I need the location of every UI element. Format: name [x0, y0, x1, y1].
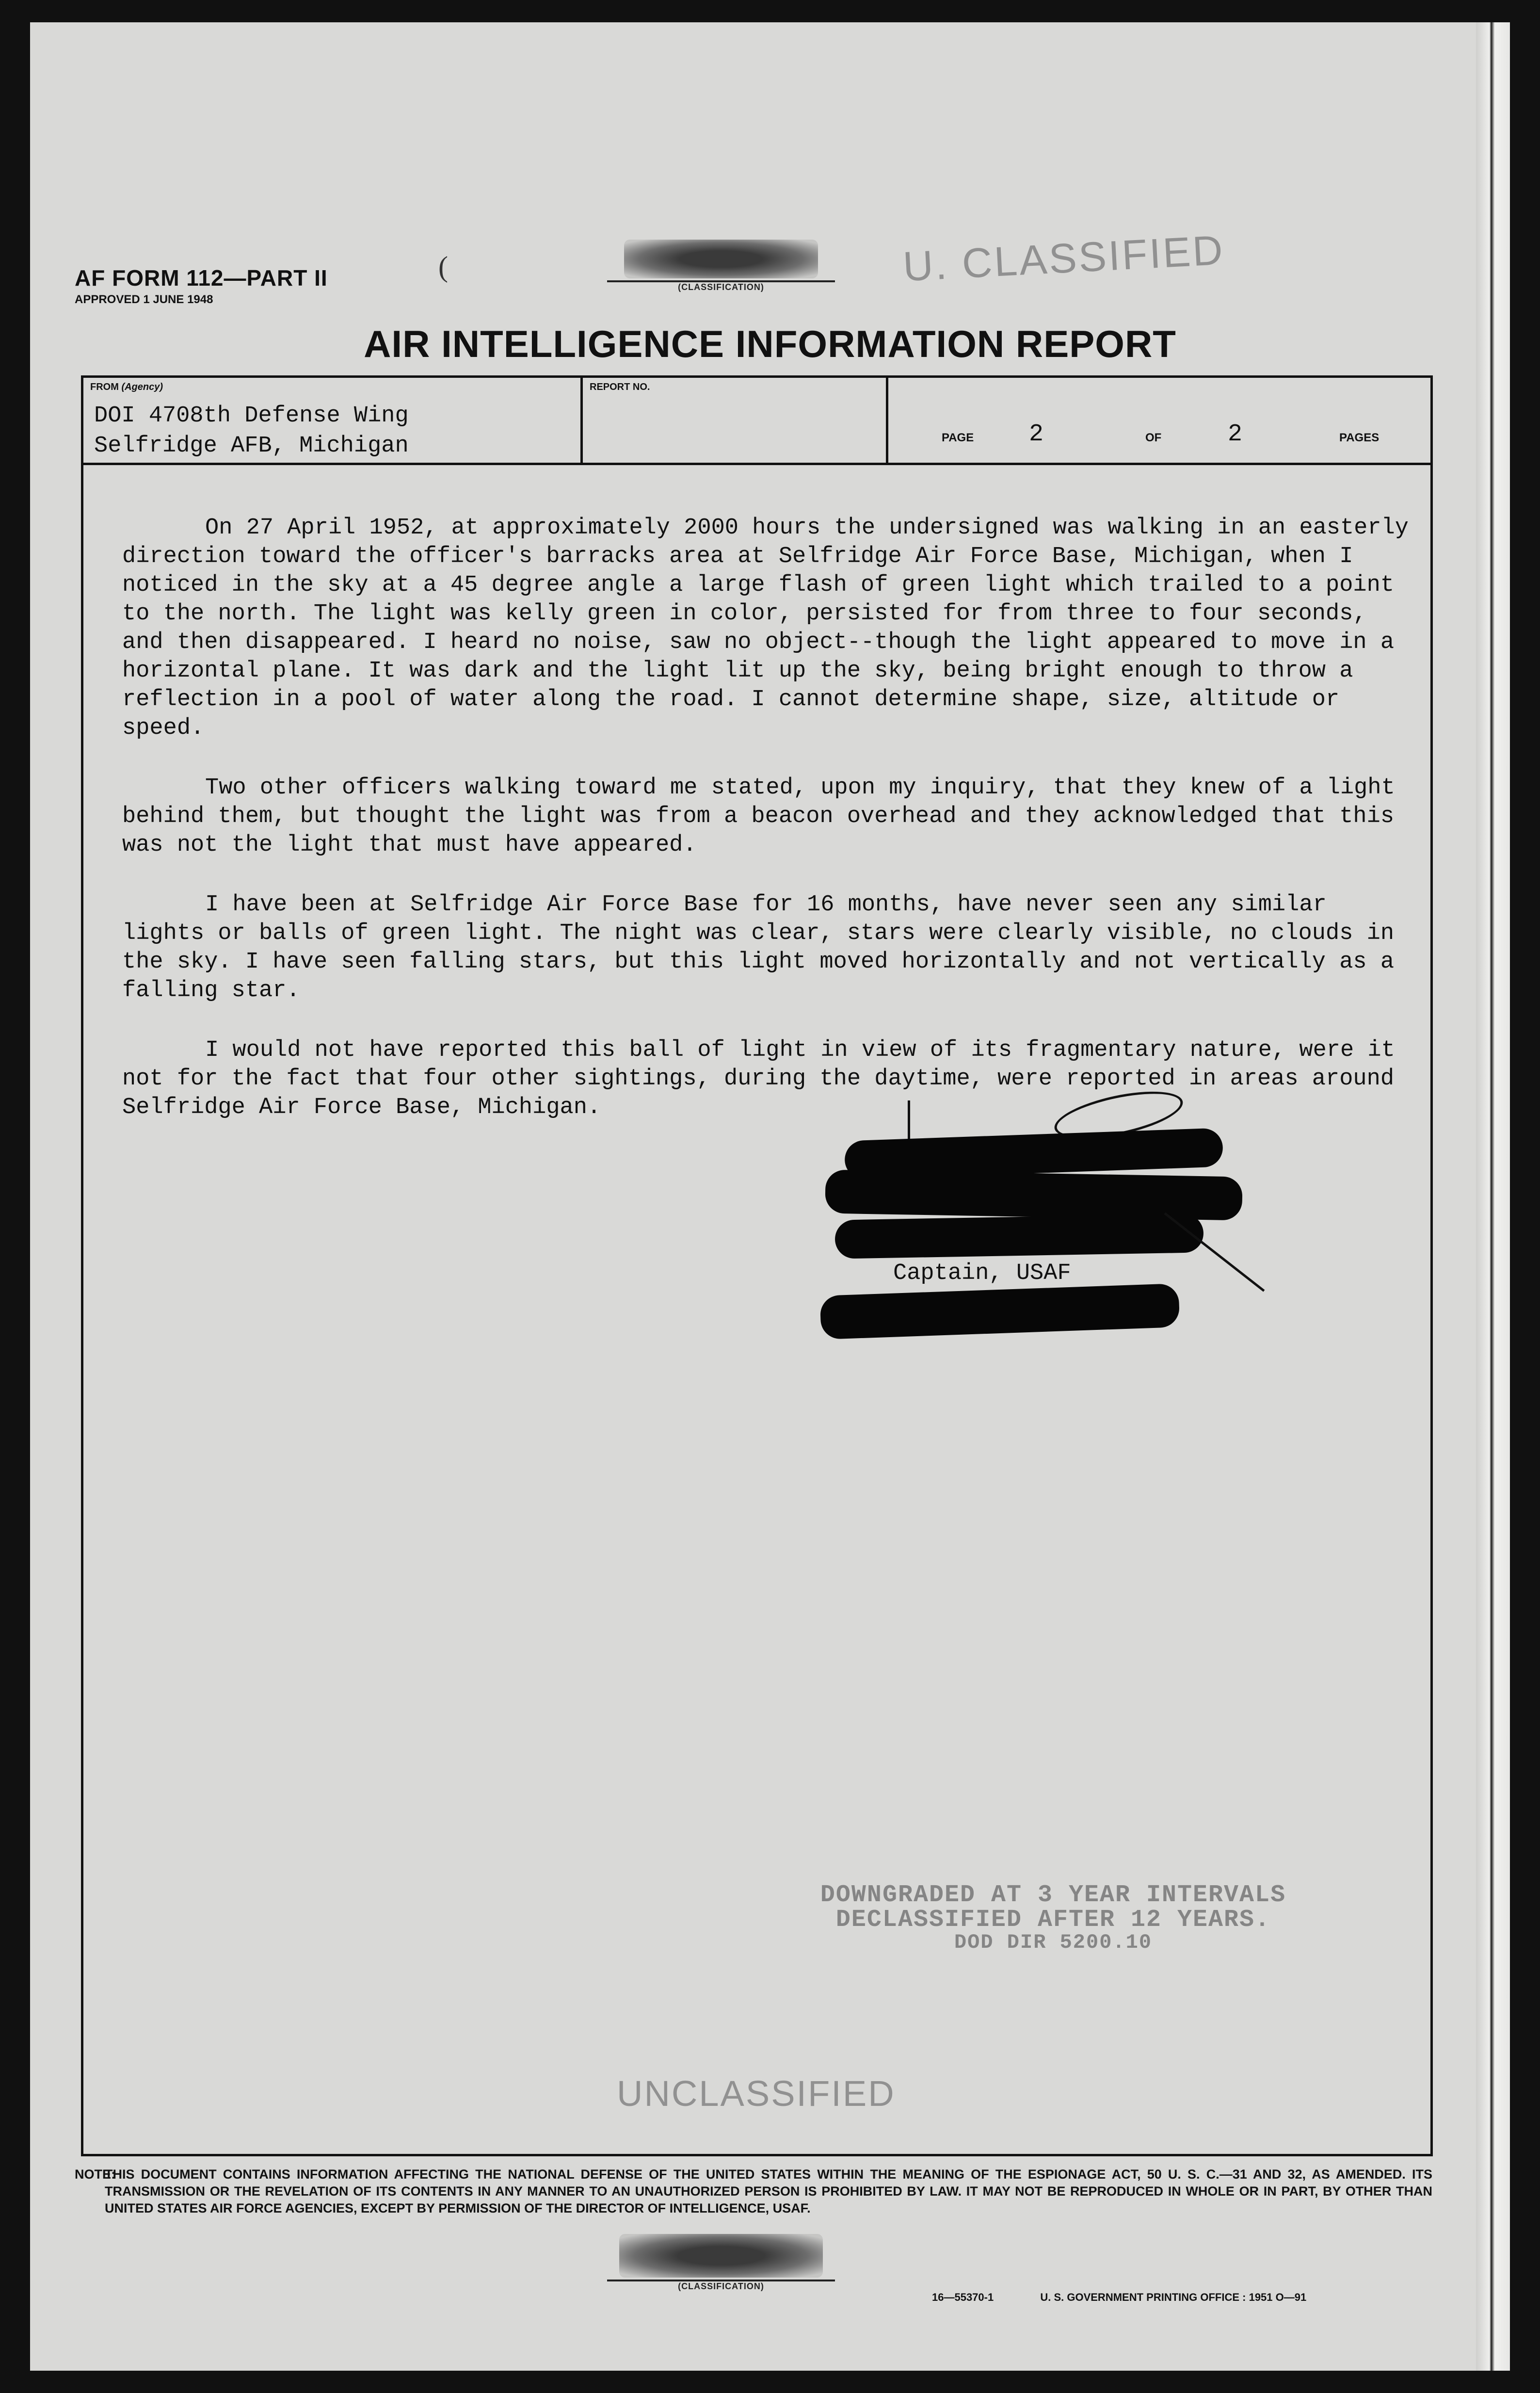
- report-frame: [81, 375, 1433, 2156]
- page-cell: [888, 378, 1430, 463]
- from-line-1: DOI 4708th Defense Wing: [94, 403, 409, 429]
- gpo-imprint: U. S. GOVERNMENT PRINTING OFFICE : 1951 O—91: [1040, 2291, 1307, 2303]
- form-approved-date: APPROVED 1 JUNE 1948: [75, 293, 213, 306]
- stray-mark: (: [438, 251, 448, 283]
- pages-label: PAGES: [1339, 431, 1380, 444]
- report-body: [122, 514, 1423, 1153]
- form-number: AF FORM 112—PART II: [75, 265, 328, 291]
- classification-caption: (CLASSIFICATION): [678, 2281, 764, 2291]
- from-caption-agency: (Agency): [121, 382, 163, 392]
- page-number: 2: [1029, 420, 1044, 448]
- downgrade-line-1: DOWNGRADED AT 3 YEAR INTERVALS: [820, 1881, 1286, 1909]
- unclassified-stamp-top: U. CLASSIFIED: [901, 226, 1226, 291]
- legal-note: [75, 2166, 1432, 2217]
- page-edge: [1476, 22, 1510, 2371]
- signature-stroke: [908, 1100, 910, 1144]
- report-title: AIR INTELLIGENCE INFORMATION REPORT: [364, 323, 1176, 365]
- report-no-cell: [583, 378, 888, 463]
- report-header: [83, 378, 1430, 465]
- redaction-bar: [820, 1283, 1180, 1340]
- redaction-bar: [834, 1213, 1203, 1259]
- document-page: [30, 22, 1510, 2371]
- downgrade-line-3: DOD DIR 5200.10: [954, 1931, 1153, 1954]
- report-no-caption: REPORT NO.: [590, 382, 650, 392]
- printer-imprint: [932, 2291, 1306, 2304]
- form-print-code: 16—55370-1: [932, 2291, 994, 2303]
- of-label: OF: [1145, 431, 1162, 444]
- body-paragraph: I would not have reported this ball of light in view of its fragmentary nature, were it not for the fact that four other sightings, during the daytime, were reported in areas around Selfridge Air Force Base, Michigan.: [122, 1037, 1409, 1120]
- body-paragraph: I have been at Selfridge Air Force Base for 16 months, have never seen any similar lights or balls of green light. The night was clear, stars were clearly visible, no clouds in the sky. I have seen falling stars, but this light moved horizontally and not vertically as a falling star.: [122, 892, 1408, 1003]
- from-cell: [83, 378, 583, 463]
- downgrade-stamp: [738, 1881, 1368, 1954]
- note-text: THIS DOCUMENT CONTAINS INFORMATION AFFECTING THE NATIONAL DEFENSE OF THE UNITED STATES WITHIN THE MEANING OF THE ESPIONAGE ACT, 50 U. S. C.—31 AND 32, AS AMENDED. ITS TRANSMISSION OR THE REVELATION OF ITS CONTENTS IN ANY MANNER TO AN UNAUTHORIZED PERSON IS PROHIBITED BY LAW. IT MAY NOT BE REPRODUCED IN WHOLE OR IN PART, BY OTHER THAN UNITED STATES AIR FORCE AGENCIES, EXCEPT BY PERMISSION OF THE DIRECTOR OF INTELLIGENCE, USAF.: [105, 2167, 1432, 2215]
- page-label: PAGE: [942, 431, 974, 444]
- classification-caption: (CLASSIFICATION): [678, 282, 764, 292]
- downgrade-line-2: DECLASSIFIED AFTER 12 YEARS.: [835, 1906, 1271, 1934]
- form-identifier: [75, 265, 328, 307]
- redacted-classification: [619, 2234, 823, 2278]
- note-label: NOTE:: [75, 2167, 115, 2182]
- from-caption-prefix: FROM: [90, 382, 119, 392]
- unclassified-stamp-bottom: UNCLASSIFIED: [617, 2073, 896, 2114]
- classification-block-bottom: [607, 2234, 835, 2292]
- body-paragraph: On 27 April 1952, at approximately 2000 hours the undersigned was walking in an easterly direction toward the officer's barracks area at Selfridge Air Force Base, Michigan, when I noticed in the sky at a 45 degree angle a large flash of green light which trailed to a point to the north. The light was kelly green in color, persisted for from three to four seconds, and then disappeared. I heard no noise, saw no object--though the light appeared to move in a horizontal plane. It was dark and the light lit up the sky, being bright enough to throw a reflection in a pool of water along the road. I cannot determine shape, size, altitude or speed.: [122, 515, 1423, 741]
- body-paragraph: Two other officers walking toward me stated, upon my inquiry, that they knew of a light behind them, but thought the light was from a beacon overhead and they acknowledged that this was not the light that must have appeared.: [122, 775, 1409, 858]
- signature-rank: Captain, USAF: [893, 1261, 1071, 1286]
- from-agency: [94, 401, 409, 461]
- total-pages: 2: [1228, 420, 1243, 448]
- signature-block: [782, 1096, 1257, 1348]
- redaction-bar: [825, 1170, 1242, 1221]
- from-caption: [90, 382, 163, 393]
- classification-block-top: [607, 240, 835, 292]
- redacted-classification: [624, 240, 818, 278]
- from-line-2: Selfridge AFB, Michigan: [94, 433, 409, 459]
